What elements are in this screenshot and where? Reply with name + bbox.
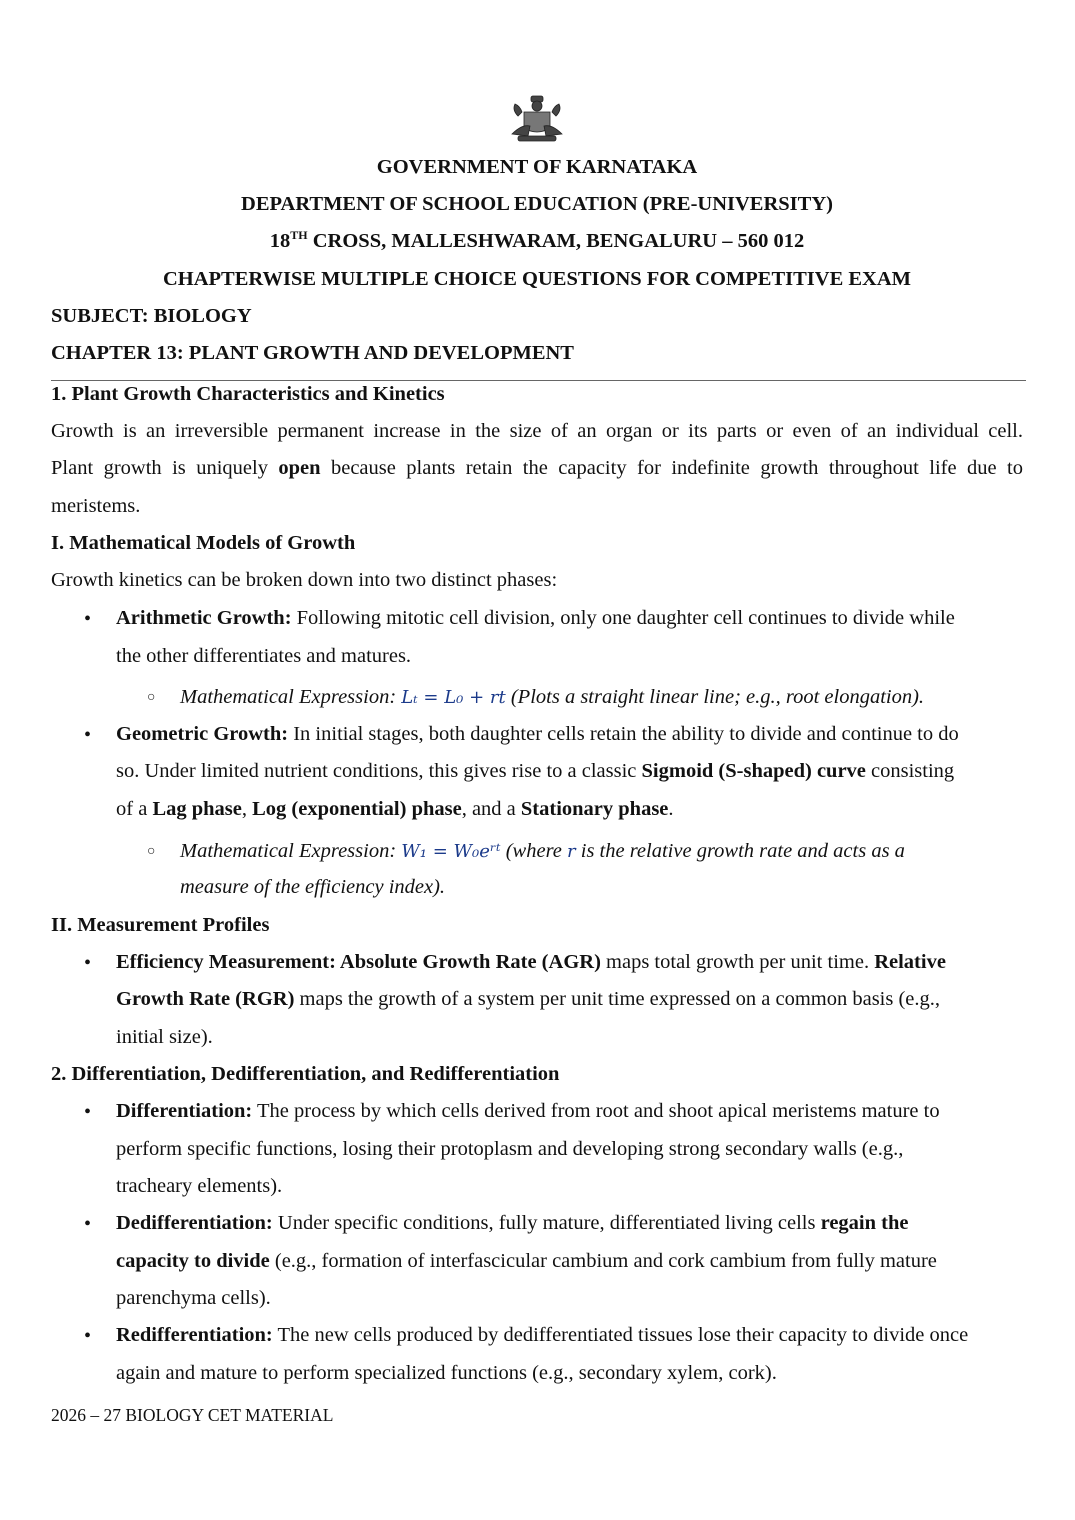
s1-paragraph-line-1: Growth is an irreversible permanent increase in the size of an organ or its parts or even of an individual cell. (51, 420, 1023, 442)
efficiency-line-2: Growth Rate (RGR) maps the growth of a system per unit time expressed on a common basis (e.g., (116, 988, 941, 1010)
differentiation-line-3: tracheary elements). (116, 1175, 283, 1197)
dedifferentiation-line-3: parenchyma cells). (116, 1287, 271, 1309)
efficiency-line-1: Efficiency Measurement: Absolute Growth Rate (AGR) maps total growth per unit time. Relative (116, 951, 946, 973)
arithmetic-growth-line-2: the other differentiates and matures. (116, 645, 412, 667)
differentiation-line-2: perform specific functions, losing their protoplasm and developing strong secondary walls (e.g., (116, 1138, 904, 1160)
arithmetic-growth-line-1: Arithmetic Growth: Following mitotic cell division, only one daughter cell continues to divide while (116, 607, 955, 629)
dedifferentiation-line-1: Dedifferentiation: Under specific conditions, fully mature, differentiated living cells regain the (116, 1212, 909, 1234)
exam-heading: CHAPTERWISE MULTIPLE CHOICE QUESTIONS FOR COMPETITIVE EXAM (162, 268, 912, 290)
dept-heading: DEPARTMENT OF SCHOOL EDUCATION (PRE-UNIVERSITY) (241, 193, 833, 215)
chapter-line: CHAPTER 13: PLANT GROWTH AND DEVELOPMENT (51, 342, 574, 364)
geometric-growth-line-1: Geometric Growth: In initial stages, both daughter cells retain the ability to divide and continue to do (116, 723, 959, 745)
subsection-2-title: II. Measurement Profiles (51, 914, 270, 936)
redifferentiation-line-1: Redifferentiation: The new cells produced by dedifferentiated tissues lose their capacity to divide once (116, 1324, 969, 1346)
geometric-growth-line-2: so. Under limited nutrient conditions, this gives rise to a classic Sigmoid (S-shaped) curve consisting (116, 760, 955, 782)
page-footer: 2026 – 27 BIOLOGY CET MATERIAL (51, 1405, 334, 1425)
geometric-expression-line-2: measure of the efficiency index). (180, 876, 446, 898)
redifferentiation-line-2: again and mature to perform specialized functions (e.g., secondary xylem, cork). (116, 1362, 777, 1384)
efficiency-line-3: initial size). (116, 1026, 213, 1048)
divider (51, 380, 1026, 381)
bullet-icon: • (84, 1101, 92, 1123)
arithmetic-expression: Mathematical Expression: Lₜ = L₀ + rt (Plots a straight linear line; e.g., root elongation). (180, 686, 925, 708)
circle-bullet-icon: ○ (147, 844, 156, 859)
geometric-expression-line-1: Mathematical Expression: W₁ = W₀eʳᵗ (where r is the relative growth rate and acts as a (180, 840, 905, 862)
dedifferentiation-line-2: capacity to divide (e.g., formation of interfascicular cambium and cork cambium from fully mature (116, 1250, 937, 1272)
differentiation-line-1: Differentiation: The process by which cells derived from root and shoot apical meristems mature to (116, 1100, 940, 1122)
govt-heading: GOVERNMENT OF KARNATAKA (376, 156, 698, 178)
subject-line: SUBJECT: BIOLOGY (51, 305, 252, 327)
s1-paragraph-line-2: Plant growth is uniquely open because plants retain the capacity for indefinite growth throughout life due to (51, 457, 1023, 479)
section-2-title: 2. Differentiation, Dedifferentiation, and Redifferentiation (51, 1063, 560, 1085)
bullet-icon: • (84, 608, 92, 630)
circle-bullet-icon: ○ (147, 690, 156, 705)
subsection-1-title: I. Mathematical Models of Growth (51, 532, 356, 554)
section-1-title: 1. Plant Growth Characteristics and Kinetics (51, 383, 445, 405)
address-heading: 18TH CROSS, MALLESHWARAM, BENGALURU – 560 012 (269, 228, 805, 252)
bullet-icon: • (84, 1325, 92, 1347)
bullet-icon: • (84, 1213, 92, 1235)
bullet-icon: • (84, 952, 92, 974)
karnataka-emblem-icon (504, 94, 570, 144)
bullet-icon: • (84, 724, 92, 746)
geometric-growth-line-3: of a Lag phase, Log (exponential) phase, and a Stationary phase. (116, 798, 674, 820)
kinetics-intro: Growth kinetics can be broken down into two distinct phases: (51, 569, 558, 591)
s1-paragraph-line-3: meristems. (51, 495, 141, 517)
